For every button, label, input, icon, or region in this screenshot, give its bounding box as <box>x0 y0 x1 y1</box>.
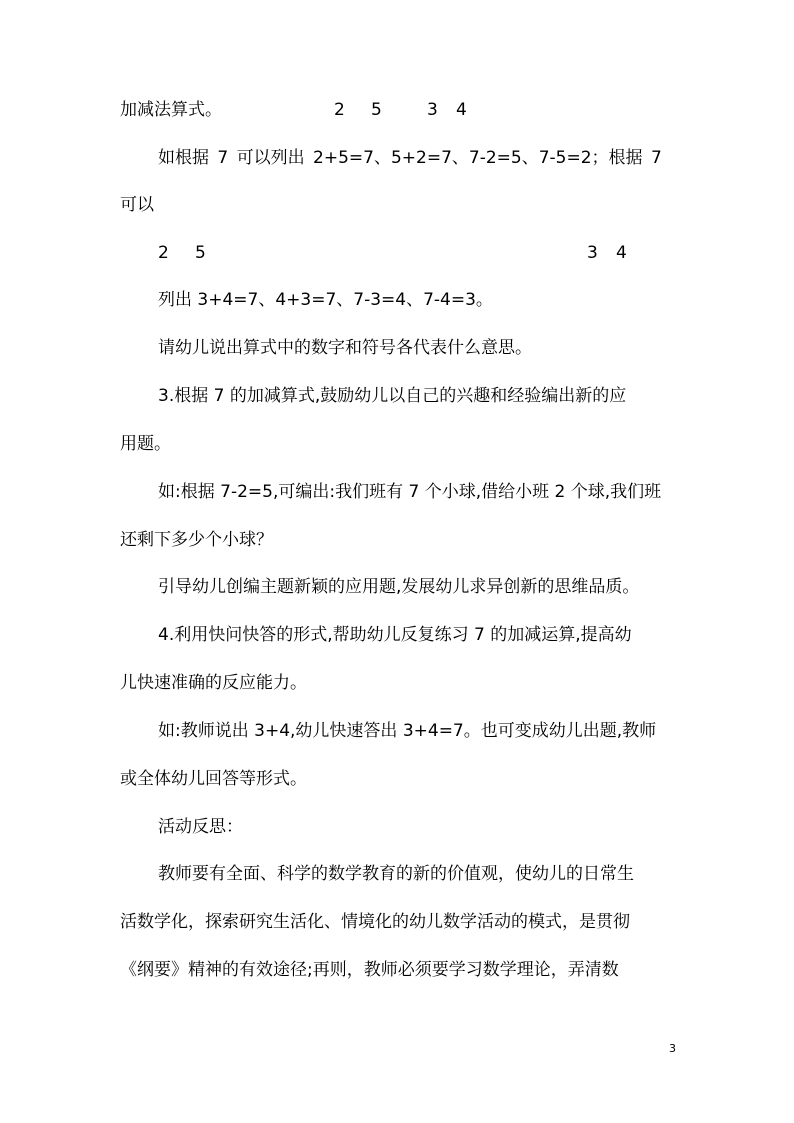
text-line: 活数学化，探索研究生活化、情境化的幼儿数学活动的模式，是贯彻 <box>120 912 630 932</box>
text-line: 儿快速准确的反应能力。 <box>120 673 307 693</box>
text-line: 加减法算式。 <box>120 100 222 120</box>
text-line: 活动反思： <box>158 817 243 837</box>
text-line: 《纲要》精神的有效途径;再则，教师必须要学习数学理论，弄清数 <box>120 960 619 980</box>
diagram-number: 3 <box>587 243 598 263</box>
diagram-number: 5 <box>195 243 206 263</box>
text-line: 教师要有全面、科学的数学教育的新的价值观，使幼儿的日常生 <box>158 864 634 884</box>
text-line: 还剩下多少个小球？ <box>120 530 273 550</box>
diagram-number: 2 <box>334 100 345 120</box>
text-line: 用题。 <box>120 434 171 454</box>
text-line: 或全体幼儿回答等形式。 <box>120 769 307 789</box>
text-line: 如:根据 7-2=5,可编出:我们班有 7 个小球,借给小班 2 个球,我们班 <box>158 482 662 502</box>
text-line: 如根据 7 可以列出 2+5=7、5+2=7、7-2=5、7-5=2；根据 7 <box>158 148 662 168</box>
text-line: 可以 <box>120 195 154 215</box>
text-line: 引导幼儿创编主题新颖的应用题,发展幼儿求异创新的思维品质。 <box>158 577 640 597</box>
text-line: 3.根据 7 的加减算式,鼓励幼儿以自己的兴趣和经验编出新的应 <box>158 386 627 406</box>
text-line: 如:教师说出 3+4,幼儿快速答出 3+4=7。也可变成幼儿出题,教师 <box>158 721 657 741</box>
text-line: 请幼儿说出算式中的数字和符号各代表什么意思。 <box>158 338 532 358</box>
page-number: 3 <box>669 1042 676 1055</box>
diagram-number: 5 <box>371 100 382 120</box>
text-line: 列出 3+4=7、4+3=7、7-3=4、7-4=3。 <box>158 290 493 310</box>
diagram-number: 4 <box>616 243 627 263</box>
diagram-number: 4 <box>456 100 467 120</box>
diagram-number: 3 <box>427 100 438 120</box>
diagram-number: 2 <box>158 243 169 263</box>
text-line: 4.利用快问快答的形式,帮助幼儿反复练习 7 的加减运算,提高幼 <box>158 625 632 645</box>
